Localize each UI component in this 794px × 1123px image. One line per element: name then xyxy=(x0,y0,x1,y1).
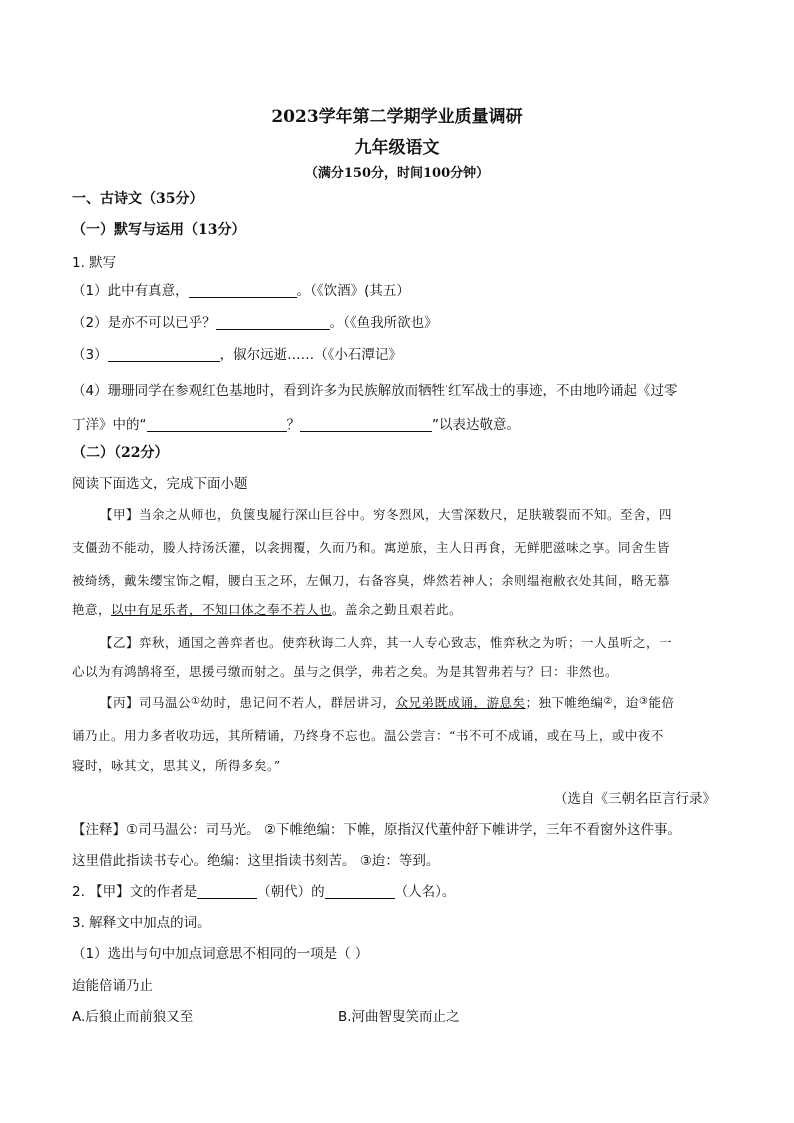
exam-subject: 九年级语文 xyxy=(354,138,440,158)
question-2: 2. 【甲】文的作者是 （朝代）的 （人名）。 xyxy=(72,884,456,900)
answer-blank[interactable] xyxy=(189,283,297,298)
option-b[interactable]: B.河曲智叟笑而止之 xyxy=(338,1009,460,1025)
passage-yi-line: 【乙】弈秋，通国之善弈者也。使弈秋诲二人弈，其一人专心致志，惟弈秋之为听；一人虽听之，一 xyxy=(100,635,673,650)
question-3-sentence: 迨能倍诵乃止 xyxy=(72,978,153,994)
option-a[interactable]: A.后狼止而前狼又至 xyxy=(72,1009,194,1025)
question-3-1: （1）选出与句中加点词意思不相同的一项是（ ） xyxy=(72,946,369,962)
question-3: 3. 解释文中加点的词。 xyxy=(72,915,211,931)
passage-bing-line: 诵乃止。用力多者收功远，其所精诵，乃终身不忘也。温公尝言：“书不可不成诵，或在马上，或中夜不 xyxy=(72,728,664,743)
answer-blank[interactable] xyxy=(108,347,220,362)
reading-prompt: 阅读下面选文，完成下面小题 xyxy=(72,476,248,492)
passage-jia-line: 被绮绣，戴朱缨宝饰之帽，腰白玉之环，左佩刀，右备容臭，烨然若神人；余则缊袍敝衣处其间，略无慕 xyxy=(72,573,671,588)
question-1-4-line2: 丁洋》中的“ ？ ”以表达敬意。 xyxy=(72,417,520,433)
passage-jia-line: 支僵劲不能动，媵人持汤沃灌，以衾拥覆，久而乃和。寓逆旅，主人日再食，无鲜肥滋味之享。同舍生皆 xyxy=(72,540,671,555)
answer-blank[interactable] xyxy=(147,417,287,432)
part1-title: （一）默写与运用（13分） xyxy=(72,222,246,238)
answer-blank[interactable] xyxy=(197,884,257,899)
question-1-2: （2）是亦不可以已乎？ 。（《鱼我所欲也》 xyxy=(72,315,438,331)
passage-bing-line: 寝时，咏其文，思其义，所得多矣。” xyxy=(72,758,281,773)
passage-jia-line: 艳意，以中有足乐者，不知口体之奉不若人也。盖余之勤且艰若此。 xyxy=(72,602,463,617)
notes-line: 【注释】①司马温公：司马光。 ②下帷绝编：下帷，原指汉代董仲舒下帷讲学，三年不看窗外这件事。 xyxy=(72,822,681,838)
passage-source: （选自《三朝名臣言行录》 xyxy=(554,791,716,807)
passage-jia-line: 【甲】当余之从师也，负箧曳屣行深山巨谷中。穷冬烈风，大雪深数尺，足肤皲裂而不知。至舍，四 xyxy=(100,507,673,522)
passage-yi-line: 心以为有鸿鹄将至，思援弓缴而射之。虽与之俱学，弗若之矣。为是其智弗若与？曰：非然也。 xyxy=(72,664,619,679)
small-mark: · xyxy=(445,382,448,392)
question-1-1: （1）此中有真意， 。（《饮酒》(其五） xyxy=(72,283,410,299)
answer-blank[interactable] xyxy=(216,315,330,330)
question-1-label: 1. 默写 xyxy=(72,255,117,271)
underlined-sentence: 众兄弟既成诵，游息矣 xyxy=(395,695,526,710)
notes-line: 这里借此指读书专心。绝编：这里指读书刻苦。 ③迨：等到。 xyxy=(72,853,440,869)
exam-title: 2023学年第二学期学业质量调研 xyxy=(271,107,523,127)
section-title: 一、古诗文（35分） xyxy=(72,191,204,207)
passage-bing-line: 【丙】司马温公①幼时，患记问不若人，群居讲习，众兄弟既成诵，游息矣；独下帷绝编②，迨③能倍 xyxy=(100,695,675,710)
underlined-sentence: 以中有足乐者，不知口体之奉不若人也 xyxy=(111,602,333,617)
answer-blank[interactable] xyxy=(300,417,432,432)
answer-blank[interactable] xyxy=(325,884,395,899)
question-1-3: （3） ，俶尔远逝……（《小石潭记》 xyxy=(72,347,402,363)
part2-title: （二）（22分） xyxy=(72,445,169,461)
question-1-4-line1: （4）珊珊同学在参观红色基地时，看到许多为民族解放而牺牲·红军战士的事迹，不由地吟诵起《过零 xyxy=(72,382,678,399)
exam-score-note: （满分150分，时间100分钟） xyxy=(304,166,490,181)
